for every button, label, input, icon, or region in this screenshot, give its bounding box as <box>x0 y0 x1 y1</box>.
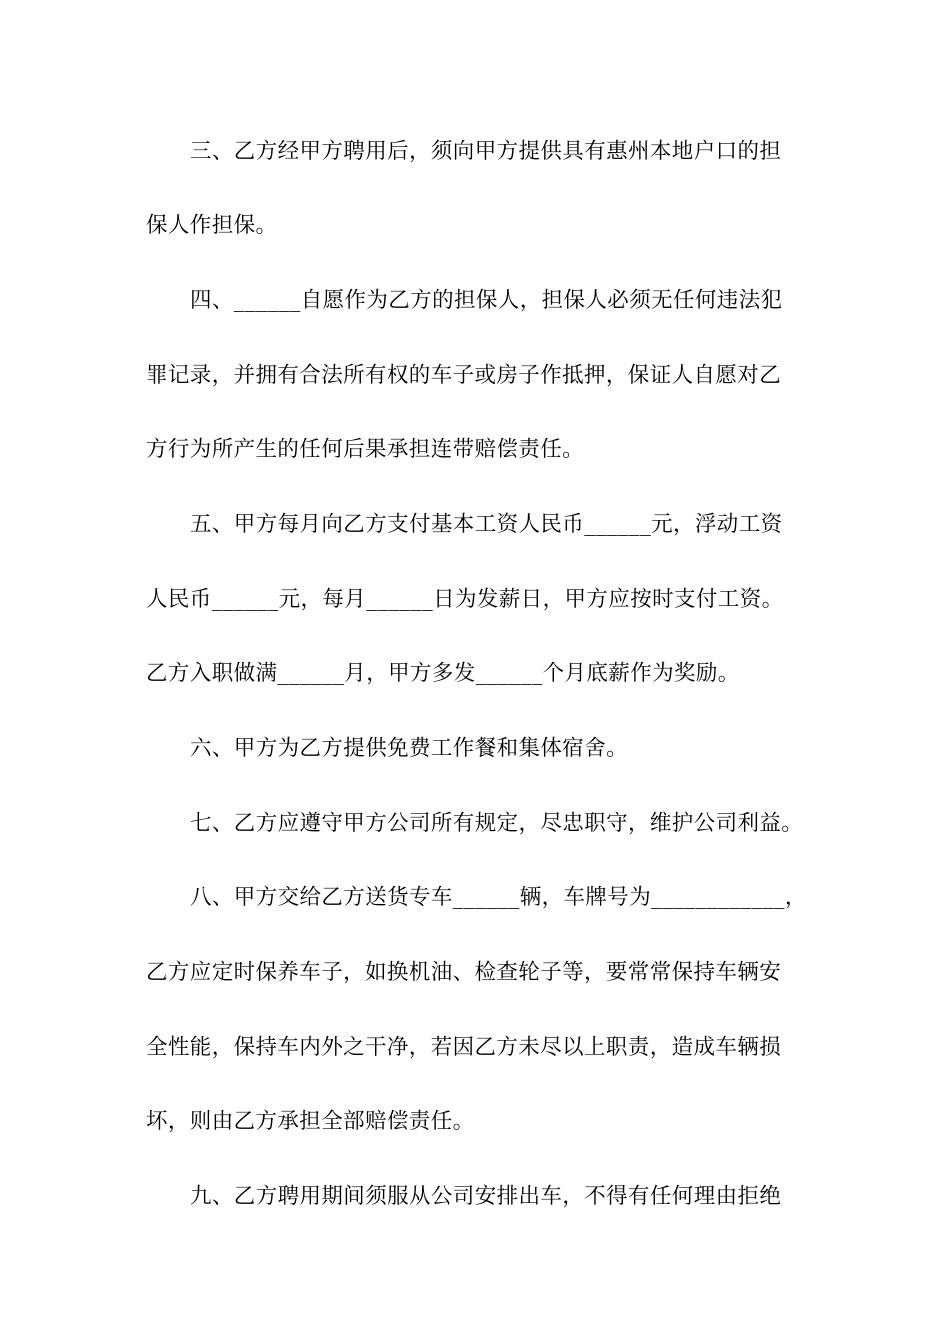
clause-5-line-3: 乙方入职做满______月，甲方多发______个月底薪作为奖励。 <box>146 661 740 686</box>
clause-8-line-1: 八、甲方交给乙方送货专车______辆，车牌号为____________， <box>190 885 807 910</box>
clause-6-line-1: 六、甲方为乙方提供免费工作餐和集体宿舍。 <box>190 736 629 761</box>
clause-7-line-1: 七、乙方应遵守甲方公司所有规定，尽忠职守，维护公司利益。 <box>190 811 804 836</box>
clause-8-line-4: 坏，则由乙方承担全部赔偿责任。 <box>146 1109 475 1134</box>
clause-9-line-1: 九、乙方聘用期间须服从公司安排出车，不得有任何理由拒绝 <box>190 1184 782 1209</box>
clause-8-line-3: 全性能，保持车内外之干净，若因乙方未尽以上职责，造成车辆损 <box>146 1035 782 1060</box>
clause-4-line-2: 罪记录，并拥有合法所有权的车子或房子作抵押，保证人自愿对乙 <box>146 363 782 388</box>
clause-3-line-2: 保人作担保。 <box>146 213 278 238</box>
clause-5-line-2: 人民币______元，每月______日为发薪日，甲方应按时支付工资。 <box>146 587 784 612</box>
clause-4-line-3: 方行为所产生的任何后果承担连带赔偿责任。 <box>146 437 585 462</box>
clause-5-line-1: 五、甲方每月向乙方支付基本工资人民币______元，浮动工资 <box>190 512 783 537</box>
clause-3-line-1: 三、乙方经甲方聘用后，须向甲方提供具有惠州本地户口的担 <box>190 139 782 164</box>
clause-4-line-1: 四、______自愿作为乙方的担保人，担保人必须无任何违法犯 <box>190 288 783 313</box>
clause-8-line-2: 乙方应定时保养车子，如换机油、检查轮子等，要常常保持车辆安 <box>146 960 782 985</box>
